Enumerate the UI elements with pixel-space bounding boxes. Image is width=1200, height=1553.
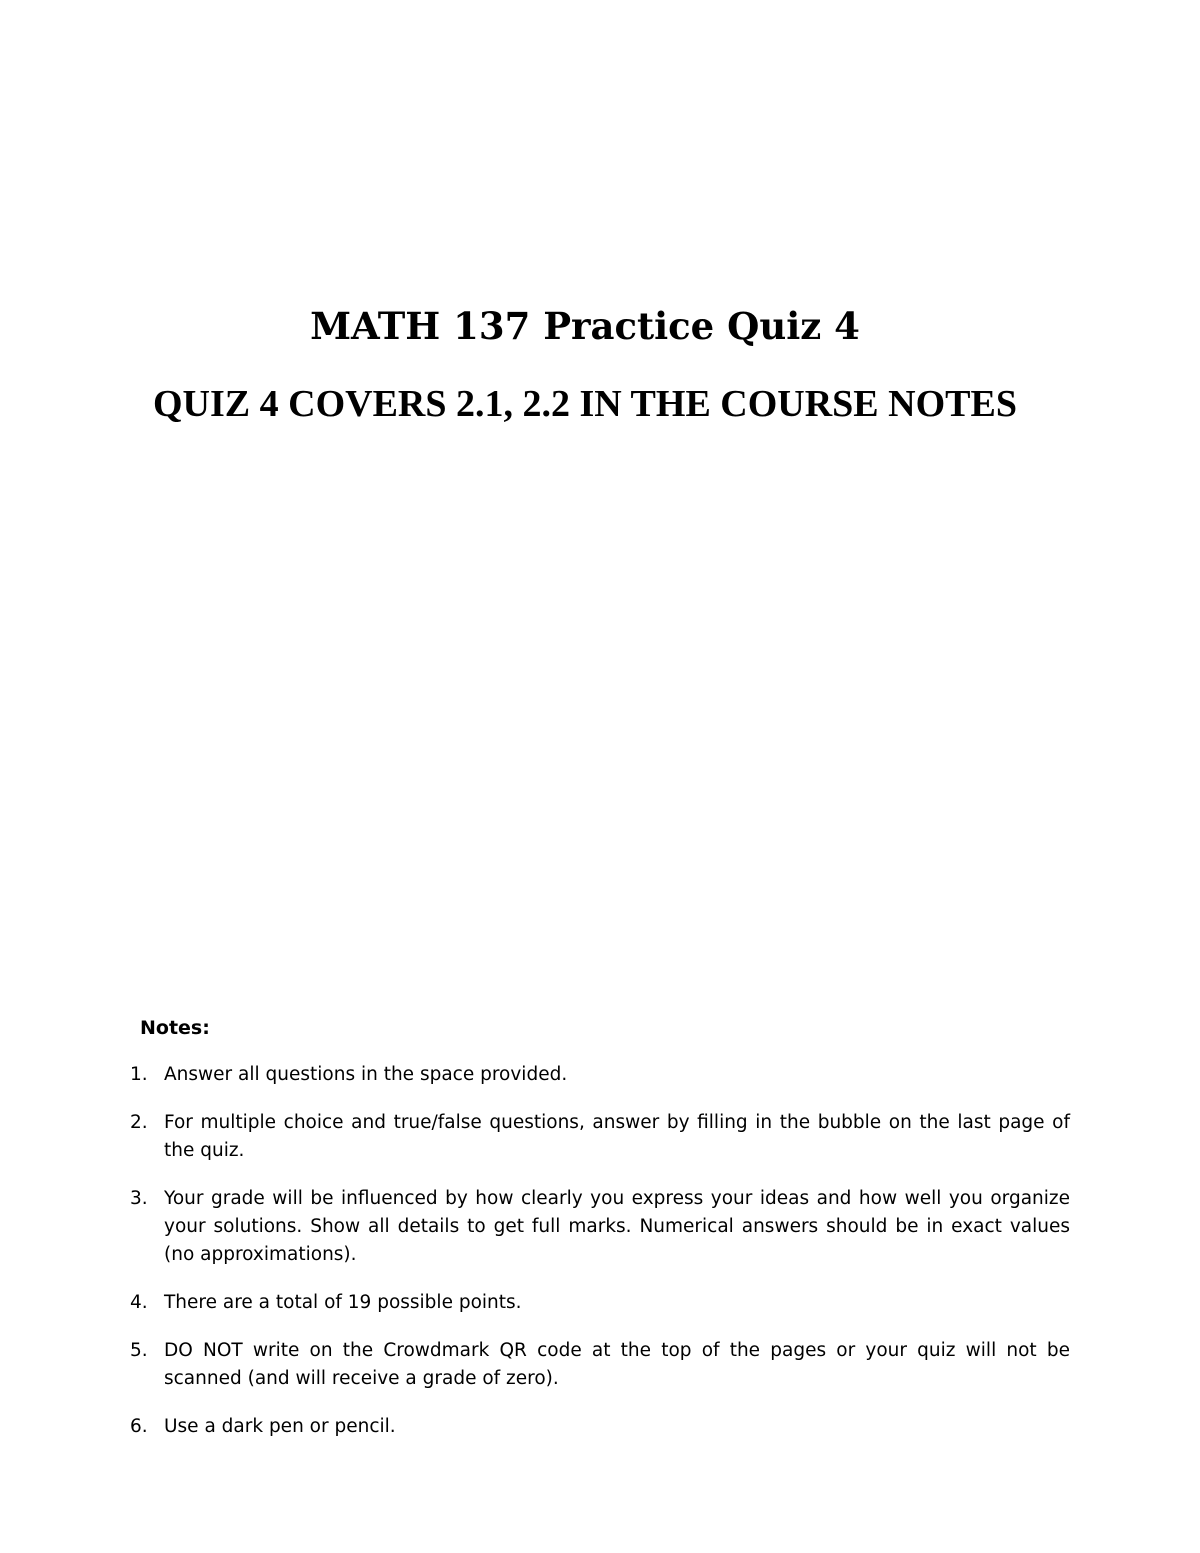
- note-number: 5.: [130, 1340, 148, 1361]
- notes-list: [130, 1061, 1070, 1461]
- note-number: 6.: [130, 1416, 148, 1437]
- page-title: MATH 137 Practice Quiz 4: [310, 304, 860, 348]
- note-number: 1.: [130, 1064, 148, 1085]
- note-text: Your grade will be influenced by how clearly you express your ideas and how well you organize your solutions. Show all details to get full marks. Numerical answers should be in exact values (no approximations).: [164, 1188, 1070, 1265]
- note-item: [130, 1289, 1070, 1317]
- note-item: [130, 1337, 1070, 1393]
- note-item: [130, 1061, 1070, 1089]
- note-number: 2.: [130, 1112, 148, 1133]
- note-text: Answer all questions in the space provided.: [164, 1064, 568, 1085]
- note-item: [130, 1109, 1070, 1165]
- notes-heading: Notes:: [140, 1017, 210, 1039]
- note-text: Use a dark pen or pencil.: [164, 1416, 396, 1437]
- note-number: 4.: [130, 1292, 148, 1313]
- note-number: 3.: [130, 1188, 148, 1209]
- note-text: DO NOT write on the Crowdmark QR code at the top of the pages or your quiz will not be scanned (and will receive a grade of zero).: [164, 1340, 1070, 1389]
- note-text: There are a total of 19 possible points.: [164, 1292, 522, 1313]
- note-item: [130, 1413, 1070, 1441]
- note-text: For multiple choice and true/false questions, answer by filling in the bubble on the last page of the quiz.: [164, 1112, 1070, 1161]
- page-subtitle: QUIZ 4 COVERS 2.1, 2.2 IN THE COURSE NOTES: [153, 383, 1017, 425]
- note-item: [130, 1185, 1070, 1269]
